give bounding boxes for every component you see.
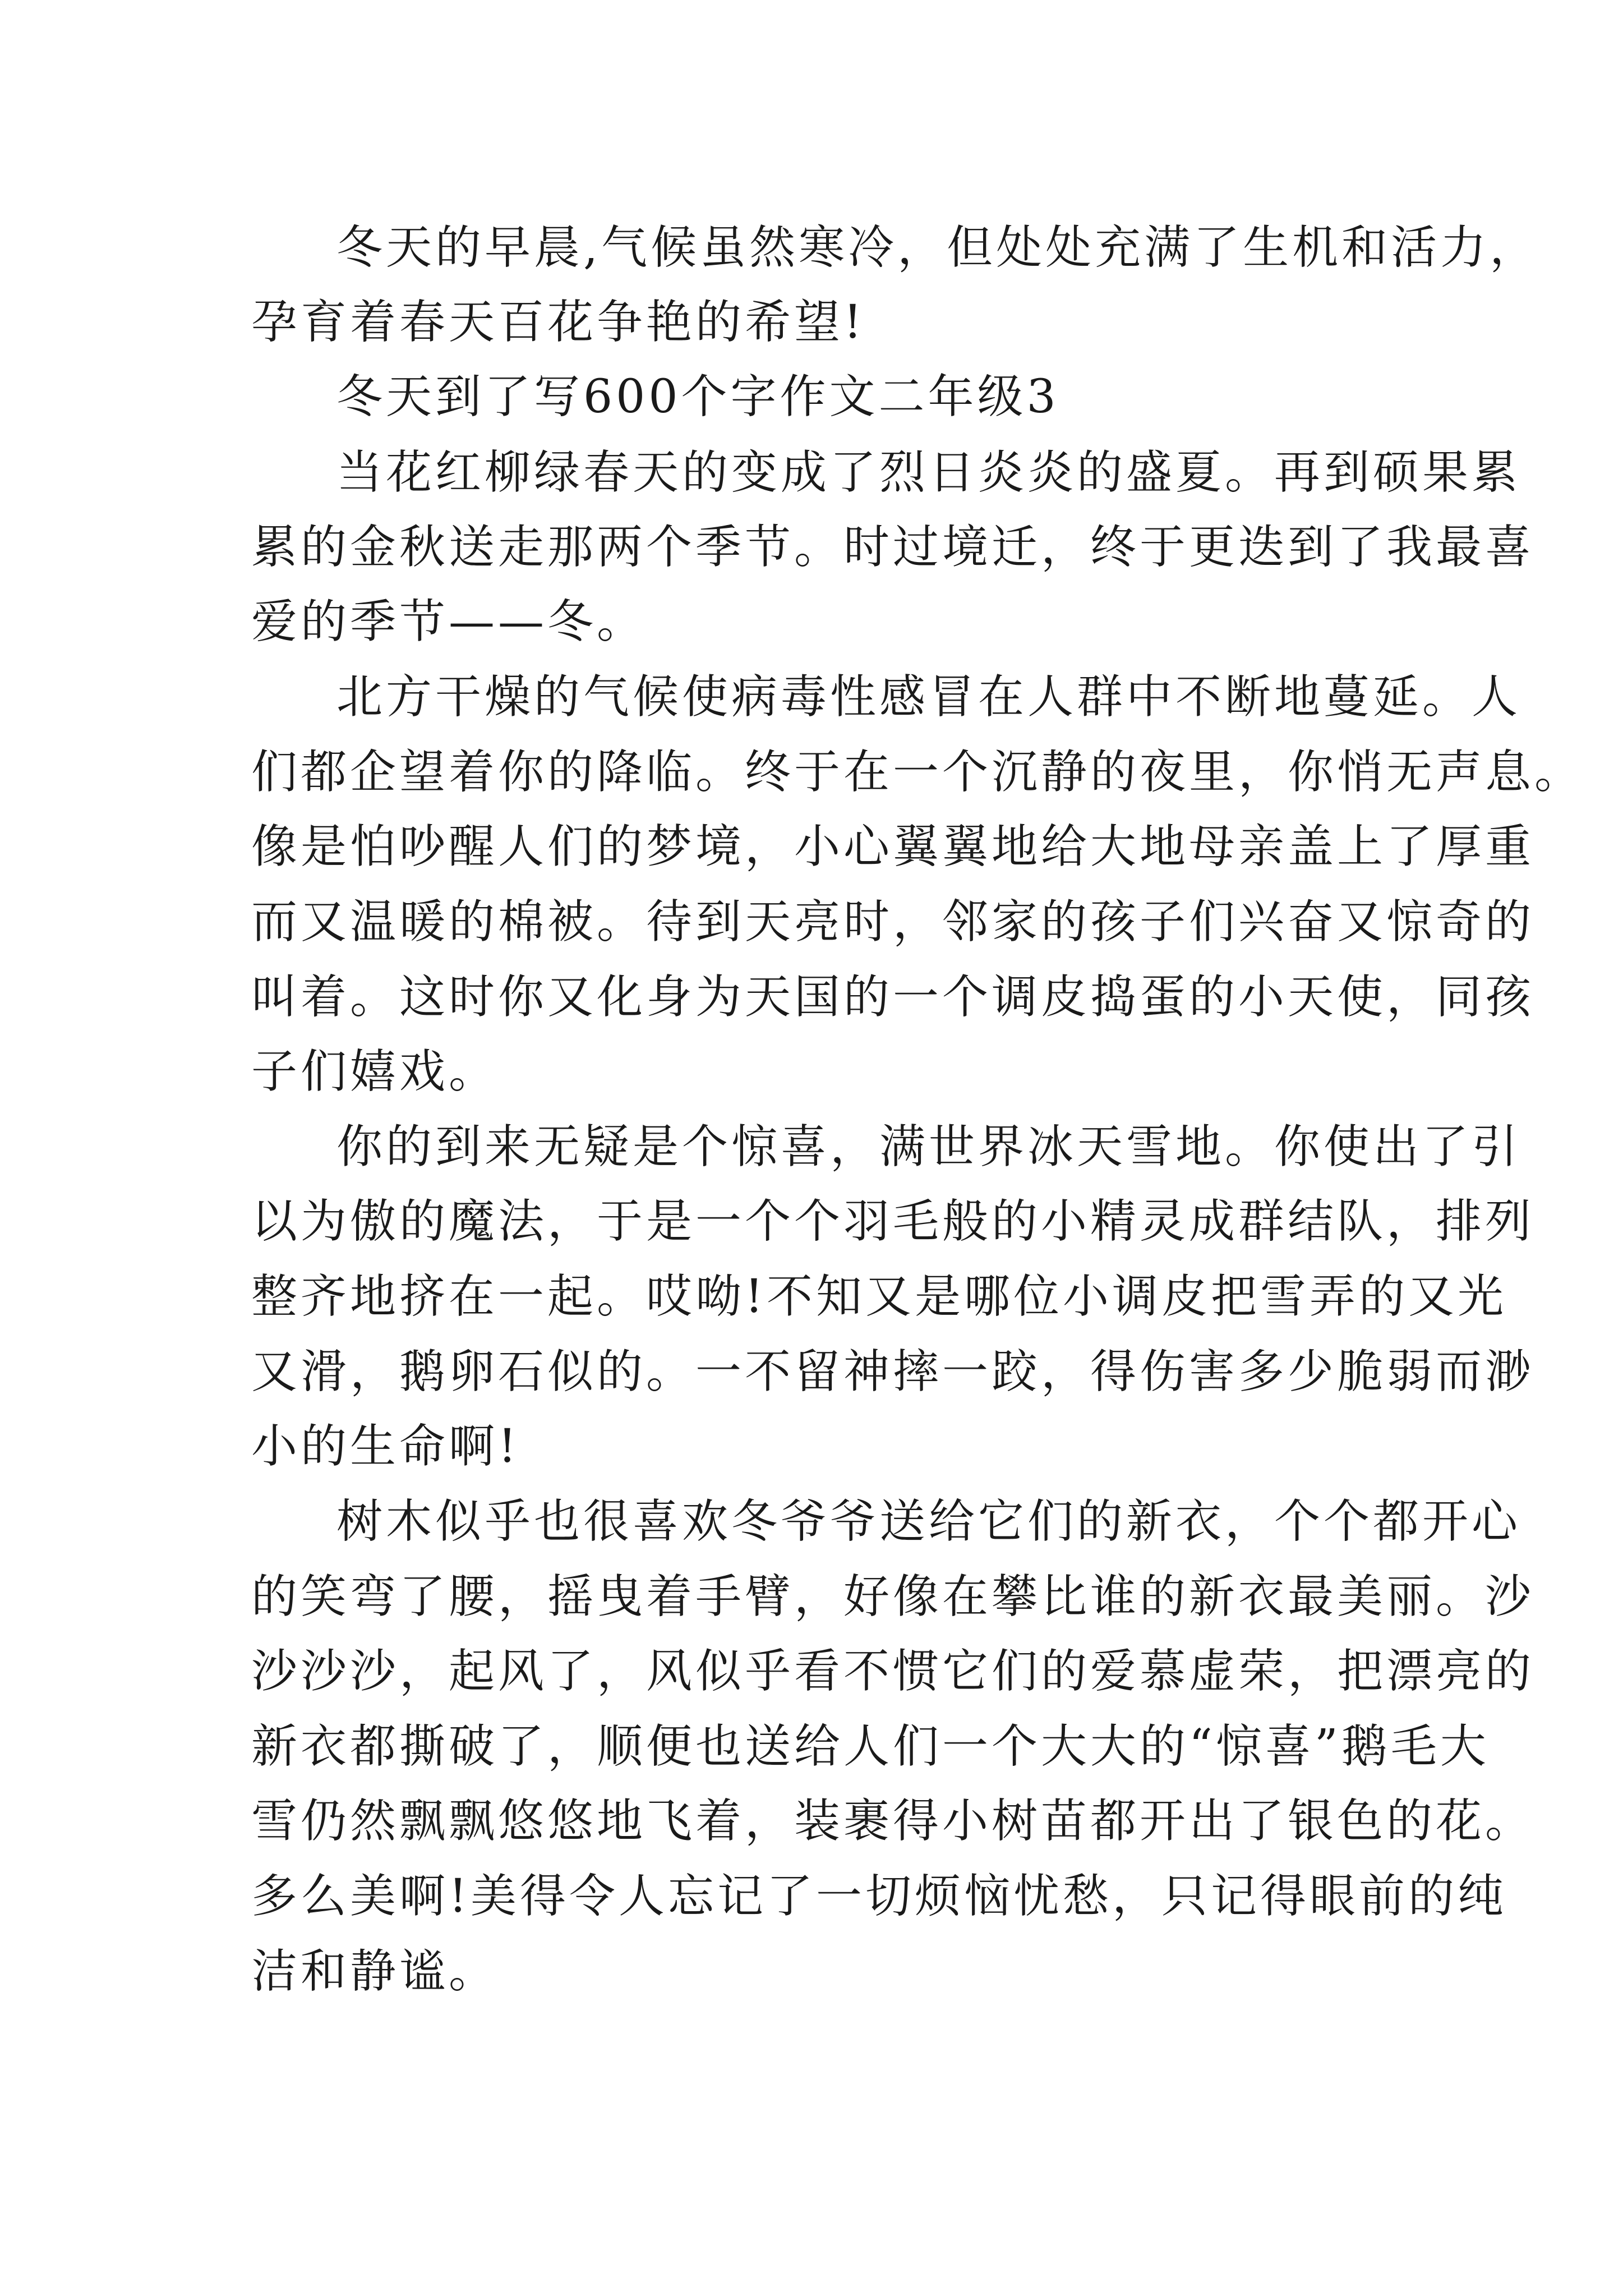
text-line: 的笑弯了腰，摇曳着手臂，好像在攀比谁的新衣最美丽。沙 bbox=[251, 1570, 1535, 1623]
text-line: 而又温暖的棉被。待到天亮时，邻家的孩子们兴奋又惊奇的 bbox=[251, 895, 1535, 949]
text-line: 子们嬉戏。 bbox=[251, 1045, 499, 1098]
text-line: 爱的季节——冬。 bbox=[251, 595, 647, 648]
text-line: 洁和静谧。 bbox=[251, 1945, 499, 1998]
section-title: 冬天到了写600个字作文二年级3 bbox=[336, 370, 1059, 424]
text-line: 小的生命啊! bbox=[251, 1420, 520, 1473]
text-line: 像是怕吵醒人们的梦境，小心翼翼地给大地母亲盖上了厚重 bbox=[251, 820, 1535, 873]
text-line: 们都企望着你的降临。终于在一个沉静的夜里，你悄无声息。 bbox=[251, 746, 1584, 799]
text-line: 整齐地挤在一起。哎呦!不知又是哪位小调皮把雪弄的又光 bbox=[251, 1270, 1507, 1323]
text-line: 冬天的早晨,气候虽然寒冷，但处处充满了生机和活力， bbox=[336, 221, 1539, 274]
text-line: 累的金秋送走那两个季节。时过境迁，终于更迭到了我最喜 bbox=[251, 521, 1535, 574]
text-line: 新衣都撕破了，顺便也送给人们一个大大的“惊喜”鹅毛大 bbox=[251, 1720, 1490, 1773]
text-line: 多么美啊!美得令人忘记了一切烦恼忧愁，只记得眼前的纯 bbox=[251, 1870, 1507, 1923]
text-line: 叫着。这时你又化身为天国的一个调皮捣蛋的小天使，同孩 bbox=[251, 970, 1535, 1024]
text-line: 沙沙沙，起风了，风似乎看不惯它们的爱慕虚荣，把漂亮的 bbox=[251, 1645, 1535, 1698]
text-line: 树木似乎也很喜欢冬爷爷送给它们的新衣，个个都开心 bbox=[336, 1495, 1521, 1548]
text-line: 北方干燥的气候使病毒性感冒在人群中不断地蔓延。人 bbox=[336, 670, 1521, 724]
text-line: 又滑，鹅卵石似的。一不留神摔一跤，得伤害多少脆弱而渺 bbox=[251, 1345, 1535, 1398]
text-line: 雪仍然飘飘悠悠地飞着，装裹得小树苗都开出了银色的花。 bbox=[251, 1795, 1535, 1848]
text-line: 你的到来无疑是个惊喜，满世界冰天雪地。你使出了引 bbox=[336, 1120, 1521, 1174]
text-line: 以为傲的魔法，于是一个个羽毛般的小精灵成群结队，排列 bbox=[251, 1195, 1535, 1248]
text-line: 孕育着春天百花争艳的希望! bbox=[251, 296, 865, 349]
text-line: 当花红柳绿春天的变成了烈日炎炎的盛夏。再到硕果累 bbox=[336, 446, 1521, 499]
